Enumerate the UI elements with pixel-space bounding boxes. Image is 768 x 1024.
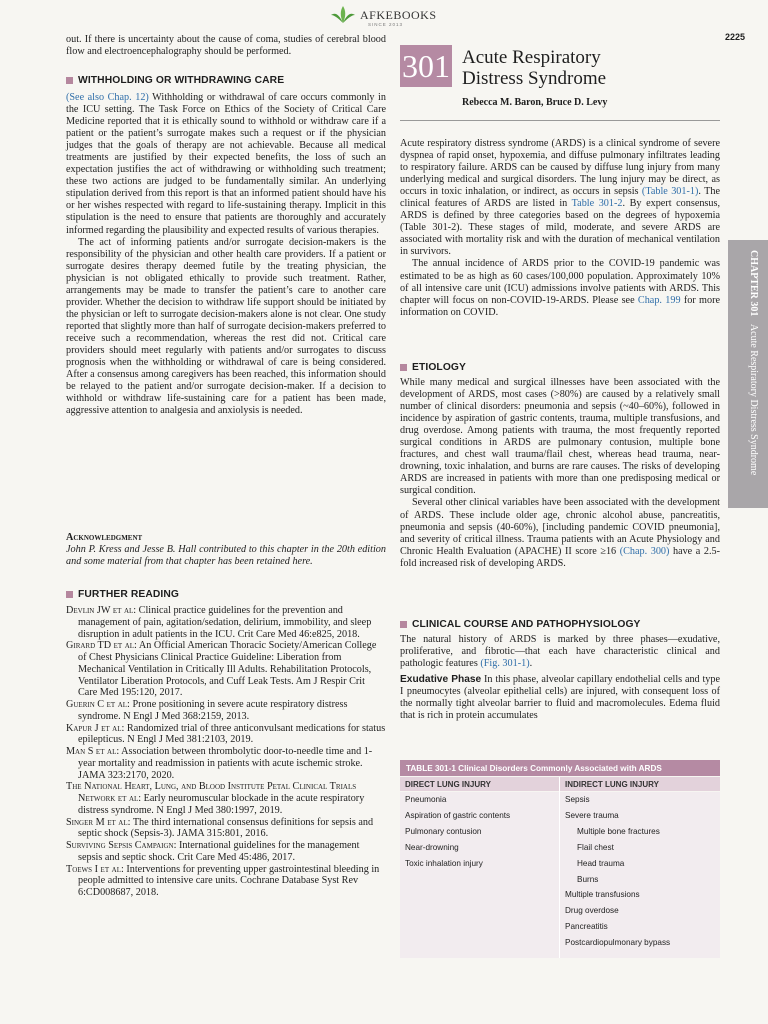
reference-item: The National Heart, Lung, and Blood Institute Petal Clinical Trials Network et al: Early neuromuscular blockade in the acute respiratory distress syndrome. N Engl J Med 380:1997, 2019.: [66, 781, 365, 816]
reference-list: [66, 605, 386, 899]
clinical-course-heading: CLINICAL COURSE AND PATHOPHYSIOLOGY: [400, 619, 641, 630]
reference-item: Girard TD et al: An Official American Thoracic Society/American College of Chest Physicians Clinical Practice Guideline: Liberation from Mechanical Ventilation in Critically Ill Adults. Rehabilitation Protocols, Ventilator Liberation Protocols, and Cuff Leak Tests. Am J Respir Crit Care Med 195:120, 2017.: [66, 640, 377, 699]
table-cell-direct: Toxic inhalation injury: [405, 858, 483, 868]
table-cell-direct: Pulmonary contusion: [405, 826, 482, 836]
table-cell-direct: Aspiration of gastric contents: [405, 810, 511, 820]
chapter-side-tab-label: CHAPTER 301 Acute Respiratory Distress Syndrome: [748, 250, 759, 476]
table-col-indirect: [560, 792, 720, 958]
section-bullet-icon: [400, 621, 407, 628]
table-title: TABLE 301-1 Clinical Disorders Commonly Associated with ARDS: [400, 760, 720, 776]
chapter-link[interactable]: (Chap. 300): [619, 545, 670, 557]
reference-item: Guerin C et al: Prone positioning in severe acute respiratory distress syndrome. N Engl J Med 368:2159, 2013.: [66, 699, 348, 722]
withholding-heading: WITHHOLDING OR WITHDRAWING CARE: [66, 75, 284, 86]
logo-subtext: SINCE 2013: [368, 22, 404, 27]
reference-item: Toews I et al: Interventions for preventing upper gastrointestinal bleeding in people admitted to intensive care units. Cochrane Database Syst Rev 6:CD008687, 2018.: [66, 863, 380, 898]
table-divider: [559, 777, 560, 958]
clinical-course-body: The natural history of ARDS is marked by three phases—exudative, proliferative, and fibrotic—that each have characteristic clinical and pathologic features (Fig. 301-1). Exudative Phase In this phase, alveolar capillary endothelial cells and type I pneumocytes (alveolar epithelial cells) are injured, with consequent loss of the normally tight alveolar barrier to fluid and macromolecules. Edema fluid that is rich in protein accumulates: [400, 634, 720, 722]
table-cell-indirect: Multiple bone fractures: [577, 826, 660, 836]
divider: [400, 120, 720, 121]
chapter-authors: Rebecca M. Baron, Bruce D. Levy: [462, 97, 608, 108]
section-bullet-icon: [66, 591, 73, 598]
table-cell-indirect: Flail chest: [577, 842, 614, 852]
table-cell-indirect: Severe trauma: [565, 810, 619, 820]
acknowledgment: Acknowledgment John P. Kress and Jesse B. Hall contributed to this chapter in the 20th edition and some material from that chapter has been retained here.: [66, 532, 386, 568]
intro-body: Acute respiratory distress syndrome (ARDS) is a clinical syndrome of severe dyspnea of rapid onset, hypoxemia, and diffuse pulmonary infiltrates leading to respiratory failure. ARDS can be caused by diffuse lung injury from many underlying medical and surgical disorders. The lung injury may be direct, as occurs in toxic inhalation, or indirect, as occurs in sepsis (Table 301-1). The clinical features of ARDS are listed in Table 301-2. By expert consensus, ARDS is defined by three categories based on the degrees of hypoxemia (Table 301-2). These stages of mild, moderate, and severe ARDS are associated with mortality risk and with the duration of mechanical ventilation in survivors. The annual incidence of ARDS prior to the COVID-19 pandemic was estimated to be as high as 60 cases/100,000 population. Approximately 10% of all intensive care unit (ICU) admissions involve patients with ARDS. This chapter will focus on non-COVID-19-ARDS. Please see Chap. 199 for more information on COVID.: [400, 138, 721, 318]
reference-item: Devlin JW et al: Clinical practice guidelines for the prevention and management of pain, agitation/sedation, delirium, immobility, and sleep disruption in adult patients in the ICU. Crit Care Med 46:e825, 2018.: [66, 605, 372, 640]
table-cell-indirect: Pancreatitis: [565, 922, 608, 932]
table-cell-indirect: Multiple transfusions: [565, 890, 640, 900]
table-cell-indirect: Burns: [577, 874, 599, 884]
table-col-header-direct: DIRECT LUNG INJURY: [400, 777, 559, 791]
leaf-icon: [330, 6, 356, 24]
reference-item: Surviving Sepsis Campaign: International guidelines for the management sepsis and septic shock. Crit Care Med 45:486, 2017.: [66, 840, 360, 863]
table-link[interactable]: (Table 301-1): [641, 186, 699, 198]
etiology-body: While many medical and surgical illnesses have been associated with the development of ARDS, most cases (>80%) are caused by a relatively small number of clinical disorders: pneumonia and sepsis (~40–60%), followed in incidence by aspiration of gastric contents, trauma, multiple transfusions, and drug overdose. Among patients with trauma, the most frequently reported surgical conditions in ARDS are pulmonary contusion, multiple bone fractures, and chest wall trauma/flail chest, whereas head trauma, near-drowning, toxic inhalation, and burns are rare causes. The risks of developing ARDS are increased in patients with more than one predisposing medical or surgical condition. Several other clinical variables have been associated with the development of ARDS. These include older age, chronic alcohol abuse, pancreatitis, pneumonia and sepsis (40-60%), [including pandemic COVID pneumonia], and severity of critical illness. Trauma patients with an Acute Physiology and Chronic Health Evaluation (APACHE) II score ≥16 (Chap. 300) have a 2.5-fold increased risk of developing ARDS.: [400, 377, 720, 569]
table-cell-indirect: Head trauma: [577, 858, 625, 868]
table-cell-indirect: Sepsis: [565, 795, 590, 804]
publisher-logo: [330, 6, 437, 27]
chapter-title: Acute Respiratory Distress Syndrome: [462, 47, 607, 89]
table-cell-direct: Pneumonia: [405, 795, 447, 804]
chapter-link[interactable]: Chap. 199: [637, 294, 681, 306]
reference-item: Man S et al: Association between thrombolytic door-to-needle time and 1-year mortality and readmission in patients with acute ischemic stroke. JAMA 323:2170, 2020.: [66, 746, 373, 781]
reference-item: Kapur J et al: Randomized trial of three anticonvulsant medications for status epilepticus. N Engl J Med 381:2103, 2019.: [66, 722, 386, 746]
chapter-number-box: 301: [400, 45, 452, 87]
further-reading-heading: FURTHER READING: [66, 589, 179, 600]
withholding-body: (See also Chap. 12) Withholding or withdrawal of care occurs commonly in the ICU setting. The Task Force on Ethics of the Society of Critical Care Medicine reported that it is ethically sound to withhold or withdraw care if a patient or the patient’s surrogate makes such a request or if the physician judges that the goals of therapy are not achievable. Because all medical treatments are justified by their expected benefits, the loss of such an expectation justifies the act of withdrawing or withholding such treatment; these two actions are judged to be fundamentally similar. An underlying stipulation derived from this report is that an informed patient should have his or her wishes respected with regard to life-sustaining therapy. Implicit in this stipulation is the need to ensure that patients are thoroughly and accurately informed regarding the plausibility and expected results of various therapies. The act of informing patients and/or surrogate decision-makers is the responsibility of the physician and other health care providers. If a patient or surrogate desires therapy deemed futile by the treating physician, the physician is not obligated ethically to provide such treatment. Rather, arrangements may be made to transfer the patient’s care to another care provider. Whether the decision to withdraw life support should be initiated by the physician or left to surrogate decision-makers alone is not clear. One study reported that slightly more than half of surrogate decision-makers preferred to receive such a recommendation, whereas the rest did not. Critical care providers should meet regularly with patients and/or surrogates to discuss prognosis when the withholding or withdrawal of care is being considered. After a consensus among caregivers has been reached, this information should be relayed to the patient and/or surrogate decision-maker. If a decision to withhold or withdraw life-sustaining care for a patient has been made, aggressive attention to analgesia and anxiolysis is needed.: [66, 92, 386, 417]
intro-paragraph: out. If there is uncertainty about the cause of coma, studies of cerebral blood flow and electroencephalography should be performed.: [66, 34, 386, 58]
table-col-direct: [400, 792, 559, 958]
page-number: 2225: [725, 32, 746, 42]
table-cell-indirect: Postcardiopulmonary bypass: [565, 938, 671, 948]
section-bullet-icon: [400, 364, 407, 371]
table-link[interactable]: Table 301-2: [571, 198, 623, 210]
table-cell-indirect: Drug overdose: [565, 906, 619, 916]
figure-link[interactable]: (Fig. 301-1): [480, 658, 530, 670]
table-col-header-indirect: INDIRECT LUNG INJURY: [560, 777, 720, 791]
reference-item: Singer M et al: The third international consensus definitions for sepsis and septic shock (Sepsis-3). JAMA 315:801, 2016.: [66, 816, 374, 840]
logo-text: AFKEBOOKS: [360, 7, 437, 22]
table-cell-direct: Near-drowning: [405, 842, 459, 852]
etiology-heading: ETIOLOGY: [400, 362, 466, 373]
chapter-link[interactable]: (See also Chap. 12): [66, 92, 149, 103]
section-bullet-icon: [66, 77, 73, 84]
